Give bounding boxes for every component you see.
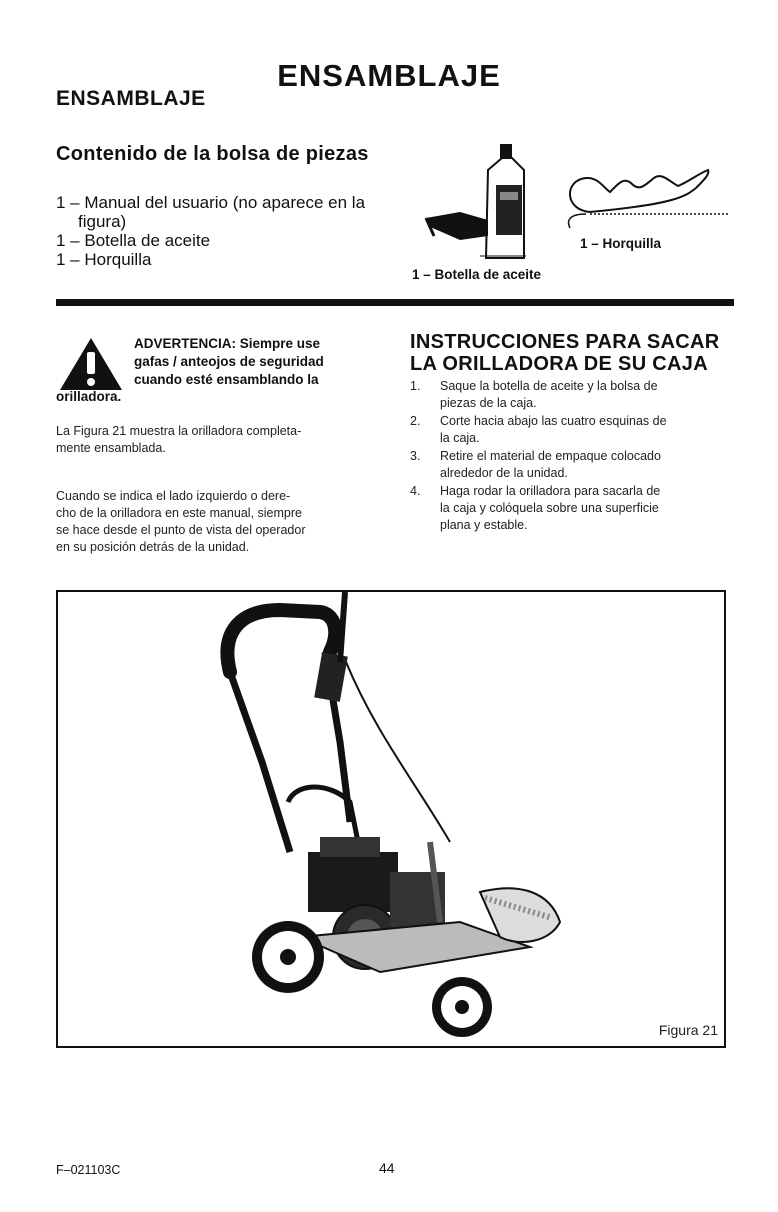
step-text: la caja. <box>440 431 480 445</box>
parts-heading: Contenido de la bolsa de piezas <box>56 143 369 165</box>
edger-handle <box>227 610 335 672</box>
oil-bottle-spout <box>426 212 488 240</box>
step-text: Haga rodar la orilladora para sacarla de <box>440 484 661 498</box>
edger-cable <box>346 662 450 842</box>
step-text: plana y estable. <box>440 518 528 532</box>
warning-text <box>134 335 374 389</box>
step-text: alrededor de la unidad. <box>440 466 568 480</box>
paragraph-line: cho de la orilladora en este manual, siempre <box>56 506 302 520</box>
paragraph-line: en su posición detrás de la unidad. <box>56 540 250 554</box>
page-title: ENSAMBLAJE <box>277 58 501 93</box>
paragraph-line: La Figura 21 muestra la orilladora completa- <box>56 424 302 438</box>
paragraph-figure-21 <box>56 423 376 457</box>
oil-bottle-illustration <box>420 140 550 265</box>
warning-line-4: orilladora. <box>56 389 122 404</box>
oil-bottle-cap <box>500 144 512 158</box>
edger-lever <box>340 592 345 662</box>
instruction-step <box>410 448 730 482</box>
paragraph-line: Cuando se indica el lado izquierdo o dere- <box>56 489 291 503</box>
instructions-heading <box>410 331 732 375</box>
oil-bottle-caption: 1 – Botella de aceite <box>412 267 542 282</box>
step-text: Corte hacia abajo las cuatro esquinas de <box>440 414 667 428</box>
edger-engine <box>308 852 398 912</box>
step-number: 1. <box>410 379 421 393</box>
figure-caption: Figura 21 <box>658 1022 718 1038</box>
step-number: 4. <box>410 484 421 498</box>
step-number: 3. <box>410 449 421 463</box>
section-divider <box>56 299 734 306</box>
parts-item-oil: 1 – Botella de aceite <box>56 231 211 250</box>
step-text: Saque la botella de aceite y la bolsa de <box>440 379 658 393</box>
instructions-list <box>410 378 730 535</box>
paragraph-left-right <box>56 488 376 556</box>
instruction-step <box>410 483 730 534</box>
edger-illustration <box>200 592 600 1042</box>
paragraph-line: mente ensamblada. <box>56 441 166 455</box>
hairpin-illustration <box>560 158 740 238</box>
paragraph-line: se hace desde el punto de vista del operador <box>56 523 306 537</box>
section-heading: ENSAMBLAJE <box>56 87 206 110</box>
parts-item-manual-cont: figura) <box>78 212 127 231</box>
instruction-step <box>410 378 730 412</box>
step-text: Retire el material de empaque colocado <box>440 449 661 463</box>
instructions-heading-line-1: INSTRUCCIONES PARA SACAR <box>410 331 720 353</box>
parts-item-manual: 1 – Manual del usuario (no aparece en la <box>56 193 366 212</box>
warning-line-3: cuando esté ensamblando la <box>134 372 319 387</box>
step-number: 2. <box>410 414 421 428</box>
warning-icon <box>58 336 124 392</box>
instructions-heading-line-2: LA ORILLADORA DE SU CAJA <box>410 353 708 375</box>
warning-line-2: gafas / anteojos de seguridad <box>134 354 324 369</box>
edger-front-wheel <box>432 977 492 1037</box>
step-text: la caja y colóquela sobre una superficie <box>440 501 659 515</box>
parts-item-pin: 1 – Horquilla <box>56 250 152 269</box>
parts-list <box>56 193 401 269</box>
hairpin-clip <box>570 170 708 212</box>
step-text: piezas de la caja. <box>440 396 537 410</box>
document-code: F–021103C <box>56 1163 121 1177</box>
hairpin-caption: 1 – Horquilla <box>580 236 662 251</box>
page-number: 44 <box>379 1160 395 1176</box>
edger-rear-wheel <box>252 921 324 993</box>
warning-line-1: ADVERTENCIA: Siempre use <box>134 336 321 351</box>
instruction-step <box>410 413 730 447</box>
